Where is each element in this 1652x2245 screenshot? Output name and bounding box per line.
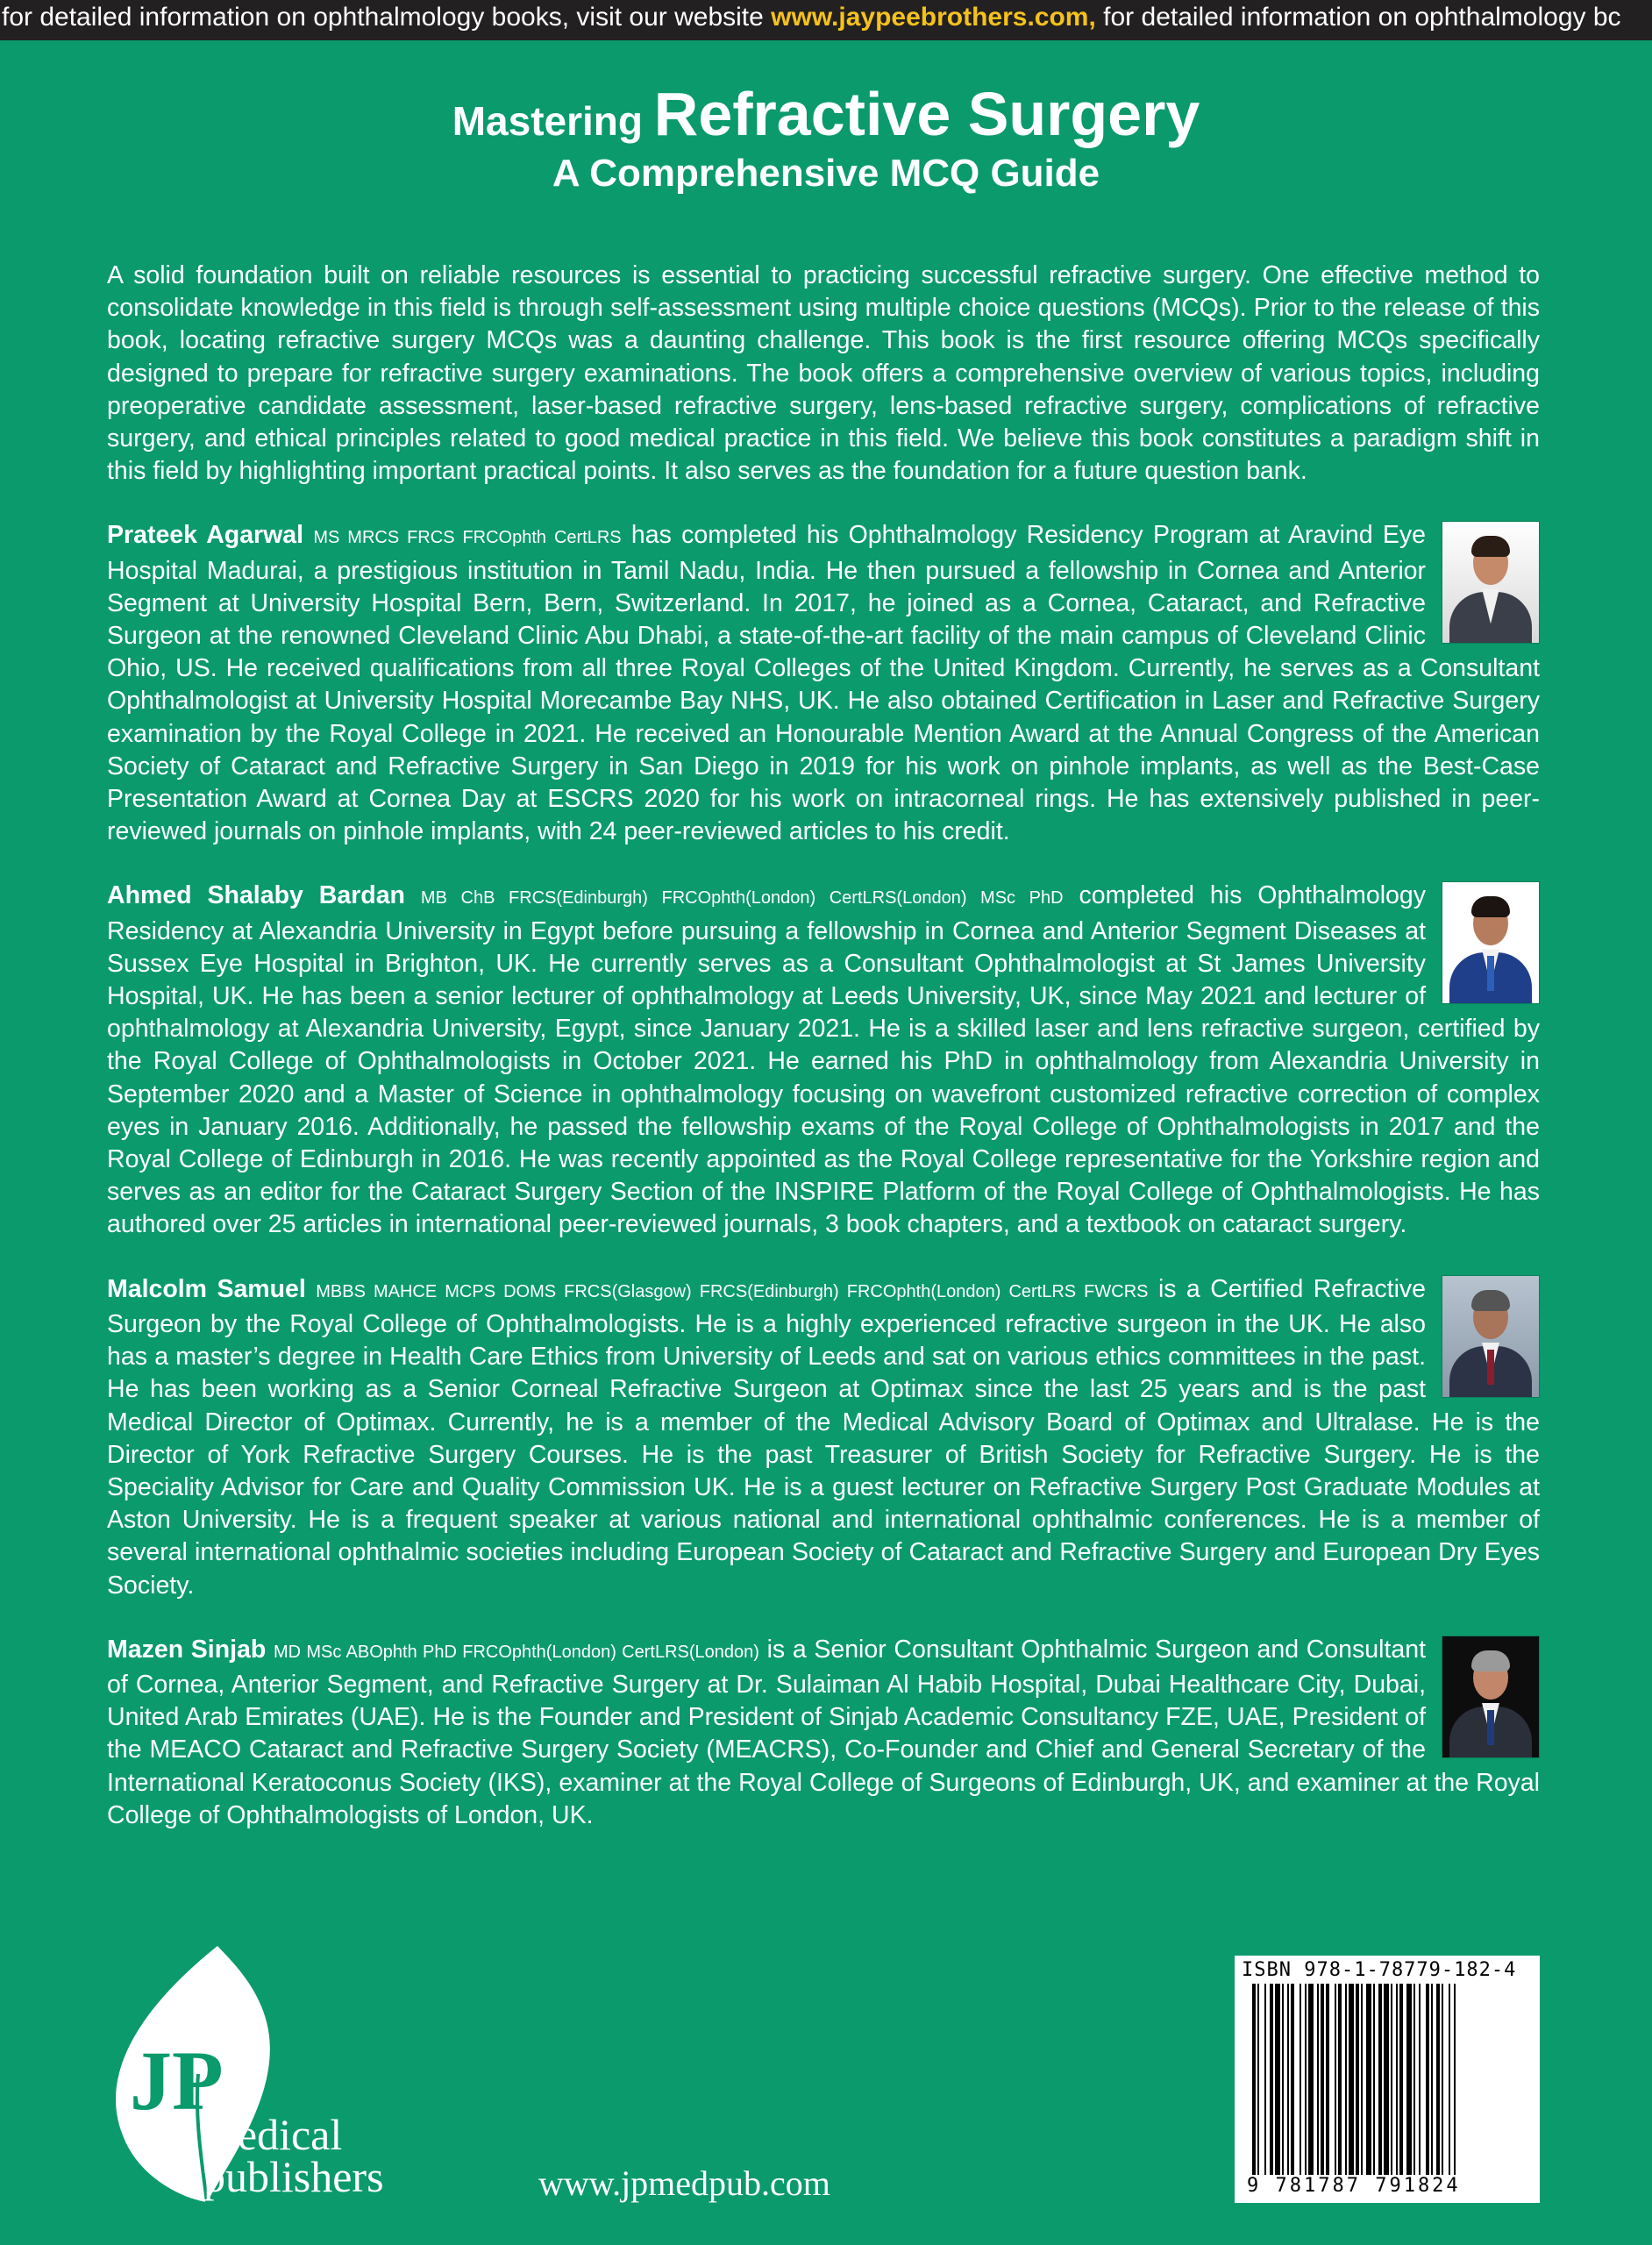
publisher-name	[203, 2110, 384, 2201]
back-cover-text	[107, 260, 1540, 1864]
barcode-bar	[1426, 1984, 1429, 2175]
barcode-bar	[1373, 1984, 1375, 2175]
barcode-bar	[1454, 1984, 1456, 2175]
author-biography: is a Senior Consultant Ophthalmic Surgeon and Consultant of Cornea, Anterior Segment, and Refractive Surgery at Dr. Sulaiman Al Habib Hospital, Dubai Healthcare City, Dubai, United Arab Emirates (UAE). He is the Founder and President of Sinjab Academic Consultancy FZE, UAE, President of the MEACO Cataract and Refractive Surgery Society (MEACRS), Co-Founder and Chief and General Secretary of the International Keratoconus Society (IKS), examiner at the Royal College of Surgeons of Edinburgh, UK, and examiner at the Royal College of Ophthalmologists of London, UK.	[107, 1635, 1540, 1829]
title-prefix: Mastering	[452, 98, 643, 144]
book-subtitle: A Comprehensive MCQ Guide	[552, 152, 1100, 195]
book-title	[0, 80, 1652, 197]
barcode-digits: 9 781787 791824	[1247, 2175, 1461, 2197]
author-name: Mazen Sinjab	[107, 1635, 267, 1664]
barcode-bar	[1321, 1984, 1324, 2175]
barcode-bar	[1349, 1984, 1354, 2175]
barcode-bar	[1396, 1984, 1398, 2175]
author-photo	[1442, 1636, 1540, 1758]
barcode-bar	[1384, 1984, 1389, 2175]
book-description: A solid foundation built on reliable resources is essential to practicing successful refractive surgery. One effective method to consolidate knowledge in this field is through self-assessment using multiple choice questions (MCQs). Prior to the release of this book, locating refractive surgery MCQs was a daunting challenge. This book is the first resource offering MCQs specifically designed to prepare for refractive surgery examinations. The book offers a comprehensive overview of various topics, including preoperative candidate assessment, laser-based refractive surgery, lens-based refractive surgery, complications of refractive surgery, and ethical principles related to good medical practice in this field. We believe this book constitutes a paradigm shift in this field by highlighting important practical points. It also serves as the foundation for a future question bank.	[107, 261, 1540, 486]
title-main-line	[0, 80, 1652, 152]
barcode-bar	[1300, 1984, 1301, 2175]
barcode-bar	[1282, 1984, 1284, 2175]
author-bio	[107, 880, 1540, 1241]
banner-text-end: for detailed information on ophthalmology bc	[1095, 3, 1621, 32]
logo-letters: JP	[130, 2034, 224, 2127]
banner-text-start: for detailed information on ophthalmology books, visit our website	[2, 3, 772, 32]
author-name: Malcolm Samuel	[107, 1274, 306, 1303]
barcode-bar	[1356, 1984, 1359, 2175]
barcode-bar	[1335, 1984, 1336, 2175]
barcode-bar	[1287, 1984, 1289, 2175]
author-qualifications: MB ChB FRCS(Edinburgh) FRCOphth(London) CertLRS(London) MSc PhD	[420, 888, 1064, 909]
barcode-bar	[1317, 1984, 1319, 2175]
barcode-bar	[1291, 1984, 1294, 2175]
barcode-bar	[1326, 1984, 1329, 2175]
barcode-bars	[1252, 1984, 1524, 2175]
author-biography: completed his Ophthalmology Residency at Alexandria University in Egypt before pursuing a fellowship in Cornea and Anterior Segment Diseases at Sussex Eye Hospital in Brighton, UK. He currently serves as a Consultant Ophthalmologist at St James University Hospital, UK. He has been a senior lecturer of ophthalmology at Leeds University, UK, since May 2021 and lecturer of ophthalmology at Alexandria University, Egypt, since January 2021. He is a skilled laser and lens refractive surgeon, certified by the Royal College of Ophthalmologists in October 2021. He earned his PhD in ophthalmology from Alexandria University in September 2020 and a Master of Science in ophthalmology focusing on wavefront customized refractive correction of complex eyes in January 2016. Additionally, he passed the fellowship exams of the Royal College of Ophthalmologists in 2017 and the Royal College of Edinburgh in 2016. He was recently appointed as the Royal College representative for the Yorkshire region and serves as an editor for the Cataract Surgery Section of the INSPIRE Platform of the Royal College of Ophthalmologists. He has authored over 25 articles in international peer-reviewed journals, 3 book chapters, and a textbook on cataract surgery.	[107, 881, 1540, 1239]
author-bio	[107, 519, 1540, 848]
barcode-bar	[1378, 1984, 1382, 2175]
barcode-bar	[1264, 1984, 1266, 2175]
barcode-bar	[1391, 1984, 1392, 2175]
barcode-bar	[1442, 1984, 1443, 2175]
barcode-bar	[1361, 1984, 1363, 2175]
author-photo	[1442, 521, 1540, 644]
author-biography: is a Certified Refractive Surgeon by the Royal College of Ophthalmologists. He is a highly experienced refractive surgeon in the UK. He also has a master’s degree in Health Care Ethics from University of Leeds and sat on various ethics committees in the past. He has been working as a Senior Corneal Refractive Surgeon at Optimax since the last 25 years and is the past Medical Director of Optimax. Currently, he is a member of the Medical Advisory Board of Optimax and Ultralase. He is the Director of York Refractive Surgery Courses. He is the past Treasurer of British Society for Refractive Surgery. He is the Speciality Advisor for Care and Quality Commission UK. He is a guest lecturer on Refractive Surgery Post Graduate Modules at Aston University. He is a frequent speaker at various national and international ophthalmic conferences. He is a member of several international ophthalmic societies including European Society of Cataract and Refractive Surgery and European Dry Eyes Society.	[107, 1274, 1540, 1600]
author-bio	[107, 1273, 1540, 1602]
barcode-bar	[1406, 1984, 1412, 2175]
barcode-bar	[1257, 1984, 1259, 2175]
author-name: Prateek Agarwal	[107, 521, 304, 550]
barcode-bar	[1419, 1984, 1421, 2175]
barcode-bar	[1366, 1984, 1371, 2175]
title-main: Refractive Surgery	[653, 80, 1200, 148]
barcode-bar	[1431, 1984, 1433, 2175]
author-name: Ahmed Shalaby Bardan	[107, 881, 405, 910]
barcode-bar	[1399, 1984, 1403, 2175]
publisher-name-line1: medical	[203, 2110, 343, 2159]
author-photo	[1442, 881, 1540, 1004]
isbn-label: ISBN 978-1-78779-182-4	[1242, 1959, 1517, 1981]
top-banner	[0, 0, 1652, 40]
author-qualifications: MS MRCS FRCS FRCOphth CertLRS	[313, 528, 622, 548]
barcode-bar	[1275, 1984, 1280, 2175]
author-qualifications: MD MSc ABOphth PhD FRCOphth(London) CertLRS(London)	[273, 1642, 759, 1662]
author-biography: has completed his Ophthalmology Residency Program at Aravind Eye Hospital Madurai, a prestigious institution in Tamil Nadu, India. He then pursued a fellowship in Cornea and Anterior Segment at University Hospital Bern, Bern, Switzerland. In 2017, he joined as a Cornea, Cataract, and Refractive Surgeon at the renowned Cleveland Clinic Abu Dhabi, a state-of-the-art facility of the main campus of Cleveland Clinic Ohio, US. He received qualifications from all three Royal Colleges of the United Kingdom. Currently, he serves as a Consultant Ophthalmologist at University Hospital Morecambe Bay NHS, UK. He also obtained Certification in Laser and Refractive Surgery examination by the Royal College in 2021. He received an Honourable Mention Award at the Annual Congress of the American Society of Cataract and Refractive Surgery in San Diego in 2019 for his work on pinhole implants, as well as the Best-Case Presentation Award at Cornea Day at ESCRS 2020 for his work on intracorneal rings. He has extensively published in peer-reviewed journals on pinhole implants, with 24 peer-reviewed articles to his credit.	[107, 521, 1540, 846]
barcode-bar	[1305, 1984, 1307, 2175]
publisher-name-line2: publishers	[203, 2152, 384, 2201]
barcode-bar	[1252, 1984, 1256, 2175]
author-photo	[1442, 1275, 1540, 1398]
barcode-bar	[1436, 1984, 1440, 2175]
barcode-bar	[1449, 1984, 1450, 2175]
barcode-bar	[1345, 1984, 1347, 2175]
publisher-url[interactable]: www.jpmedpub.com	[538, 2163, 830, 2203]
author-qualifications: MBBS MAHCE MCPS DOMS FRCS(Glasgow) FRCS(Edinburgh) FRCOphth(London) CertLRS FWCRS	[316, 1281, 1149, 1301]
isbn-barcode	[1235, 1956, 1540, 2203]
barcode-bar	[1270, 1984, 1273, 2175]
banner-website-link[interactable]: www.jaypeebrothers.com,	[771, 3, 1096, 32]
barcode-bar	[1308, 1984, 1314, 2175]
barcode-bar	[1338, 1984, 1342, 2175]
author-bio	[107, 1634, 1540, 1832]
barcode-bar	[1413, 1984, 1415, 2175]
